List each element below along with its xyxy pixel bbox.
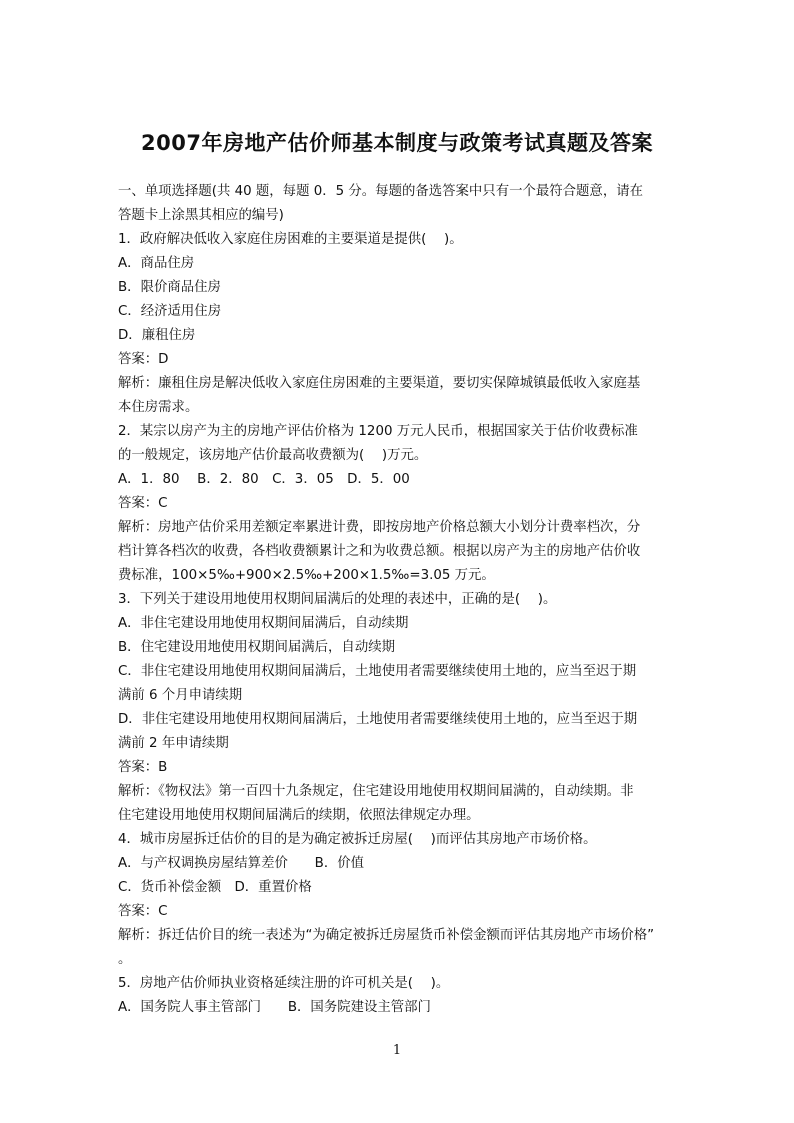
text-line: 答案：D (118, 352, 169, 367)
text-line: A．国务院人事主管部门 B．国务院建设主管部门 (118, 1000, 431, 1015)
text-line: 费标准，100×5‰+900×2.5‰+200×1.5‰=3.05 万元。 (118, 568, 495, 583)
text-line: 一、单项选择题(共 40 题，每题 0．5 分。每题的备选答案中只有一个最符合题意，请在 (118, 184, 643, 199)
text-line: C．经济适用住房 (118, 304, 222, 319)
text-line: 答题卡上涂黑其相应的编号) (118, 208, 284, 223)
text-line: 答案：C (118, 904, 168, 919)
text-line: 3．下列关于建设用地使用权期间届满后的处理的表述中，正确的是( )。 (118, 592, 557, 607)
text-line: D．非住宅建设用地使用权期间届满后，土地使用者需要继续使用土地的，应当至迟于期 (118, 712, 638, 727)
text-line: C．货币补偿金额 D．重置价格 (118, 880, 312, 895)
text-line: B．限价商品住房 (118, 280, 221, 295)
text-line: 满前 2 年申请续期 (118, 736, 229, 751)
text-line: A．商品住房 (118, 256, 195, 271)
text-line: B．住宅建设用地使用权期间届满后，自动续期 (118, 640, 395, 655)
text-line: 满前 6 个月申请续期 (118, 688, 243, 703)
document-body (118, 180, 674, 1020)
text-line: 答案：C (118, 496, 168, 511)
text-line: 解析：《物权法》第一百四十九条规定，住宅建设用地使用权期间届满的，自动续期。非 (118, 784, 634, 799)
text-line: 住宅建设用地使用权期间届满后的续期，依照法律规定办理。 (118, 808, 480, 823)
text-line: 本住房需求。 (118, 400, 199, 415)
text-line: 档计算各档次的收费，各档收费额累计之和为收费总额。根据以房产为主的房地产估价收 (118, 544, 641, 559)
text-line: C．非住宅建设用地使用权期间届满后，土地使用者需要继续使用土地的，应当至迟于期 (118, 664, 637, 679)
page-number: 1 (392, 1043, 402, 1058)
text-line: 2．某宗以房产为主的房地产评估价格为 1200 万元人民币，根据国家关于估价收费标准 (118, 424, 638, 439)
text-line: 。 (118, 952, 132, 967)
text-line: A．1．80 B．2．80 C．3．05 D．5．00 (118, 472, 410, 487)
document-title: 2007年房地产估价师基本制度与政策考试真题及答案 (141, 131, 653, 155)
text-line: 的一般规定，该房地产估价最高收费额为( )万元。 (118, 448, 428, 463)
text-line: 4．城市房屋拆迁估价的目的是为确定被拆迁房屋( )而评估其房地产市场价格。 (118, 832, 597, 847)
text-line: 解析：廉租住房是解决低收入家庭住房困难的主要渠道，要切实保障城镇最低收入家庭基 (118, 376, 641, 391)
text-line: 答案：B (118, 760, 168, 775)
text-line: A．非住宅建设用地使用权期间届满后，自动续期 (118, 616, 409, 631)
text-line: 解析：拆迁估价目的统一表述为“为确定被拆迁房屋货币补偿金额而评估其房地产市场价格” (118, 928, 655, 943)
text-line: 解析：房地产估价采用差额定率累进计费，即按房地产价格总额大小划分计费率档次，分 (118, 520, 641, 535)
text-line: D．廉租住房 (118, 328, 196, 343)
text-line: 1．政府解决低收入家庭住房困难的主要渠道是提供( )。 (118, 232, 463, 247)
text-line: A．与产权调换房屋结算差价 B．价值 (118, 856, 364, 871)
text-line: 5．房地产估价师执业资格延续注册的许可机关是( )。 (118, 976, 450, 991)
